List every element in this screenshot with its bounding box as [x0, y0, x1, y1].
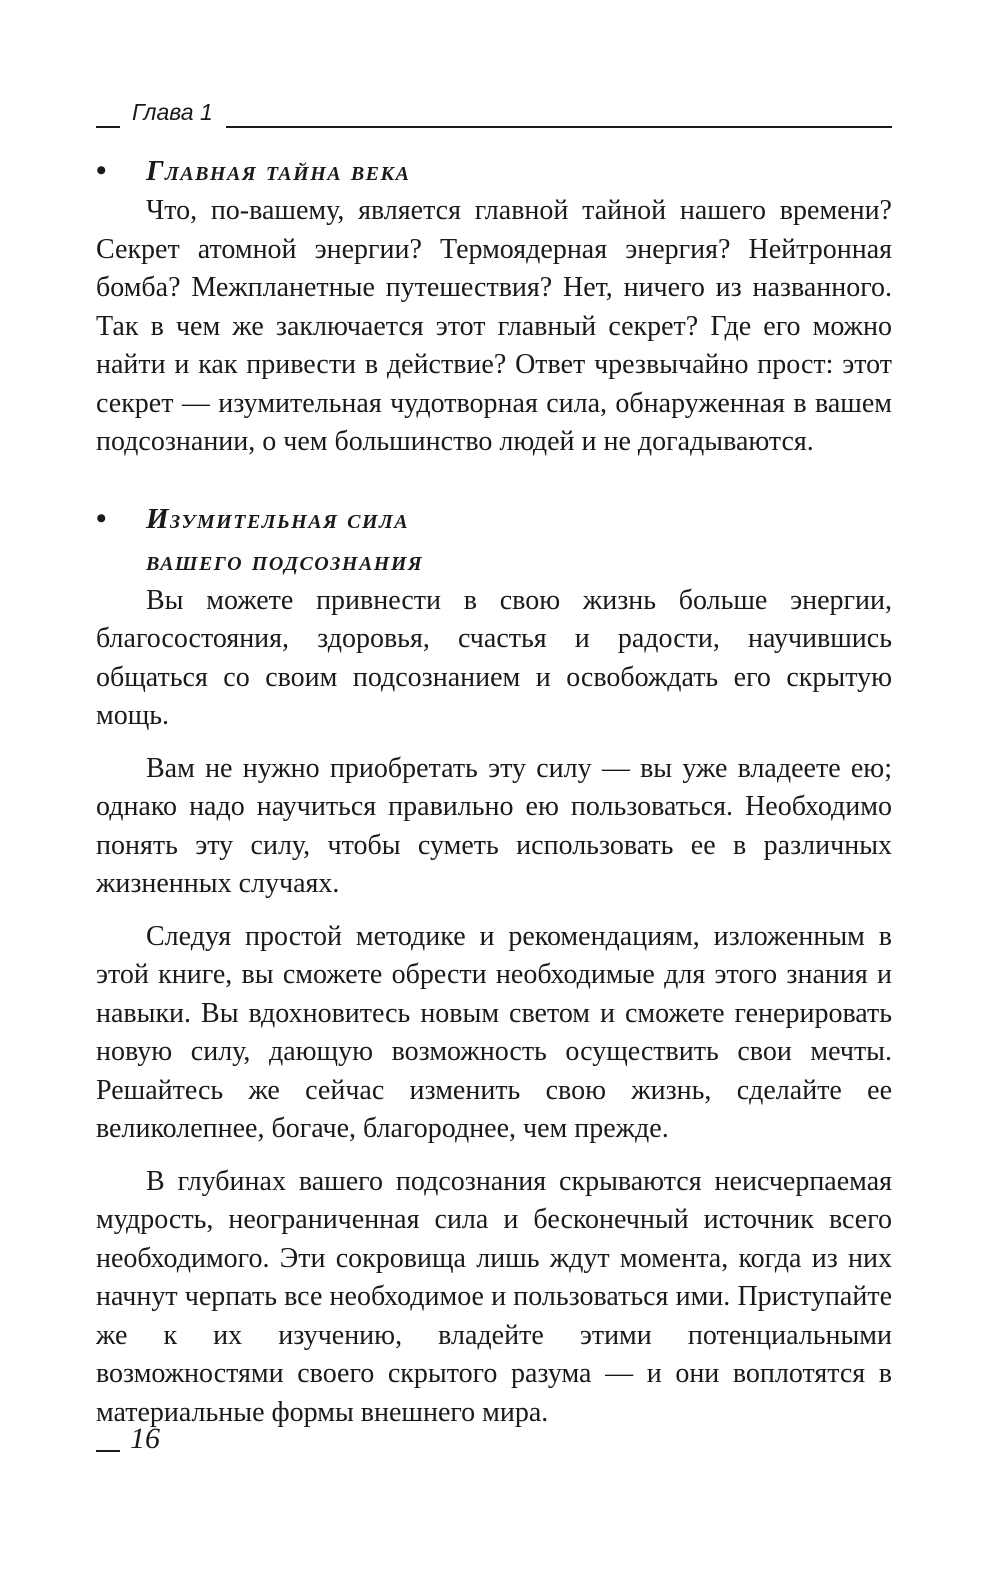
section-gap	[96, 462, 892, 498]
header-dash	[96, 126, 120, 128]
section-title-line: Главная тайна века	[146, 155, 411, 187]
paragraph: Вам не нужно приобретать эту силу — вы уже владеете ею; однако надо научиться правильно ею пользоваться. Необходимо понять эту силу, чтобы суметь использовать ее в различных жизненных случаях.	[96, 752, 892, 899]
section-title-line: вашего подсознания	[146, 544, 424, 577]
bullet-icon: •	[96, 501, 107, 535]
chapter-label: Глава 1	[132, 99, 213, 125]
header-rule	[226, 126, 892, 128]
running-header	[96, 96, 892, 132]
bullet-icon: •	[96, 154, 107, 187]
section-heading	[96, 498, 892, 582]
page-number: 16	[130, 1422, 160, 1455]
section-title-line: Изумительная сила	[146, 502, 410, 535]
paragraph: Следуя простой методике и рекомендациям, изложенным в этой книге, вы сможете обрести необходимые для этого знания и навыки. Вы вдохновитесь новым светом и сможете генерировать новую силу, дающую возможность осуществить свои мечты. Решайтесь же сейчас изменить свою жизнь, сделайте ее великолепнее, богаче, благороднее, чем прежде.	[96, 920, 892, 1144]
section-heading	[96, 150, 892, 192]
footer-dash	[96, 1450, 120, 1452]
paragraph: Вы можете привнести в свою жизнь больше энергии, благосостояния, здоровья, счастья и радости, научившись общаться со своим подсознанием и освобождать его скрытую мощь.	[96, 584, 892, 731]
section-main-secret	[96, 150, 892, 462]
page-content	[96, 150, 892, 1432]
section-subconscious-power	[96, 498, 892, 1433]
paragraph: Что, по-вашему, является главной тайной нашего времени? Секрет атомной энергии? Термоядерная энергия? Нейтронная бомба? Межпланетные путешествия? Нет, ничего из названного. Так в чем же заключается этот главный секрет? Где его можно найти и как привести в действие? Ответ чрезвычайно прост: этот секрет — изумительная чудотворная сила, обнаруженная в вашем подсознании, о чем большинство людей и не догадываются.	[96, 195, 892, 457]
paragraph: В глубинах вашего подсознания скрываются неисчерпаемая мудрость, неограниченная сила и бесконечный источник всего необходимого. Эти сокровища лишь ждут момента, когда из них начнут черпать все необходимое и пользоваться ими. Приступайте же к их изучению, владейте этими потенциальными возможностями своего скрытого разума — и они воплотятся в материальные формы внешнего мира.	[96, 1165, 892, 1428]
page-footer	[96, 1420, 296, 1460]
